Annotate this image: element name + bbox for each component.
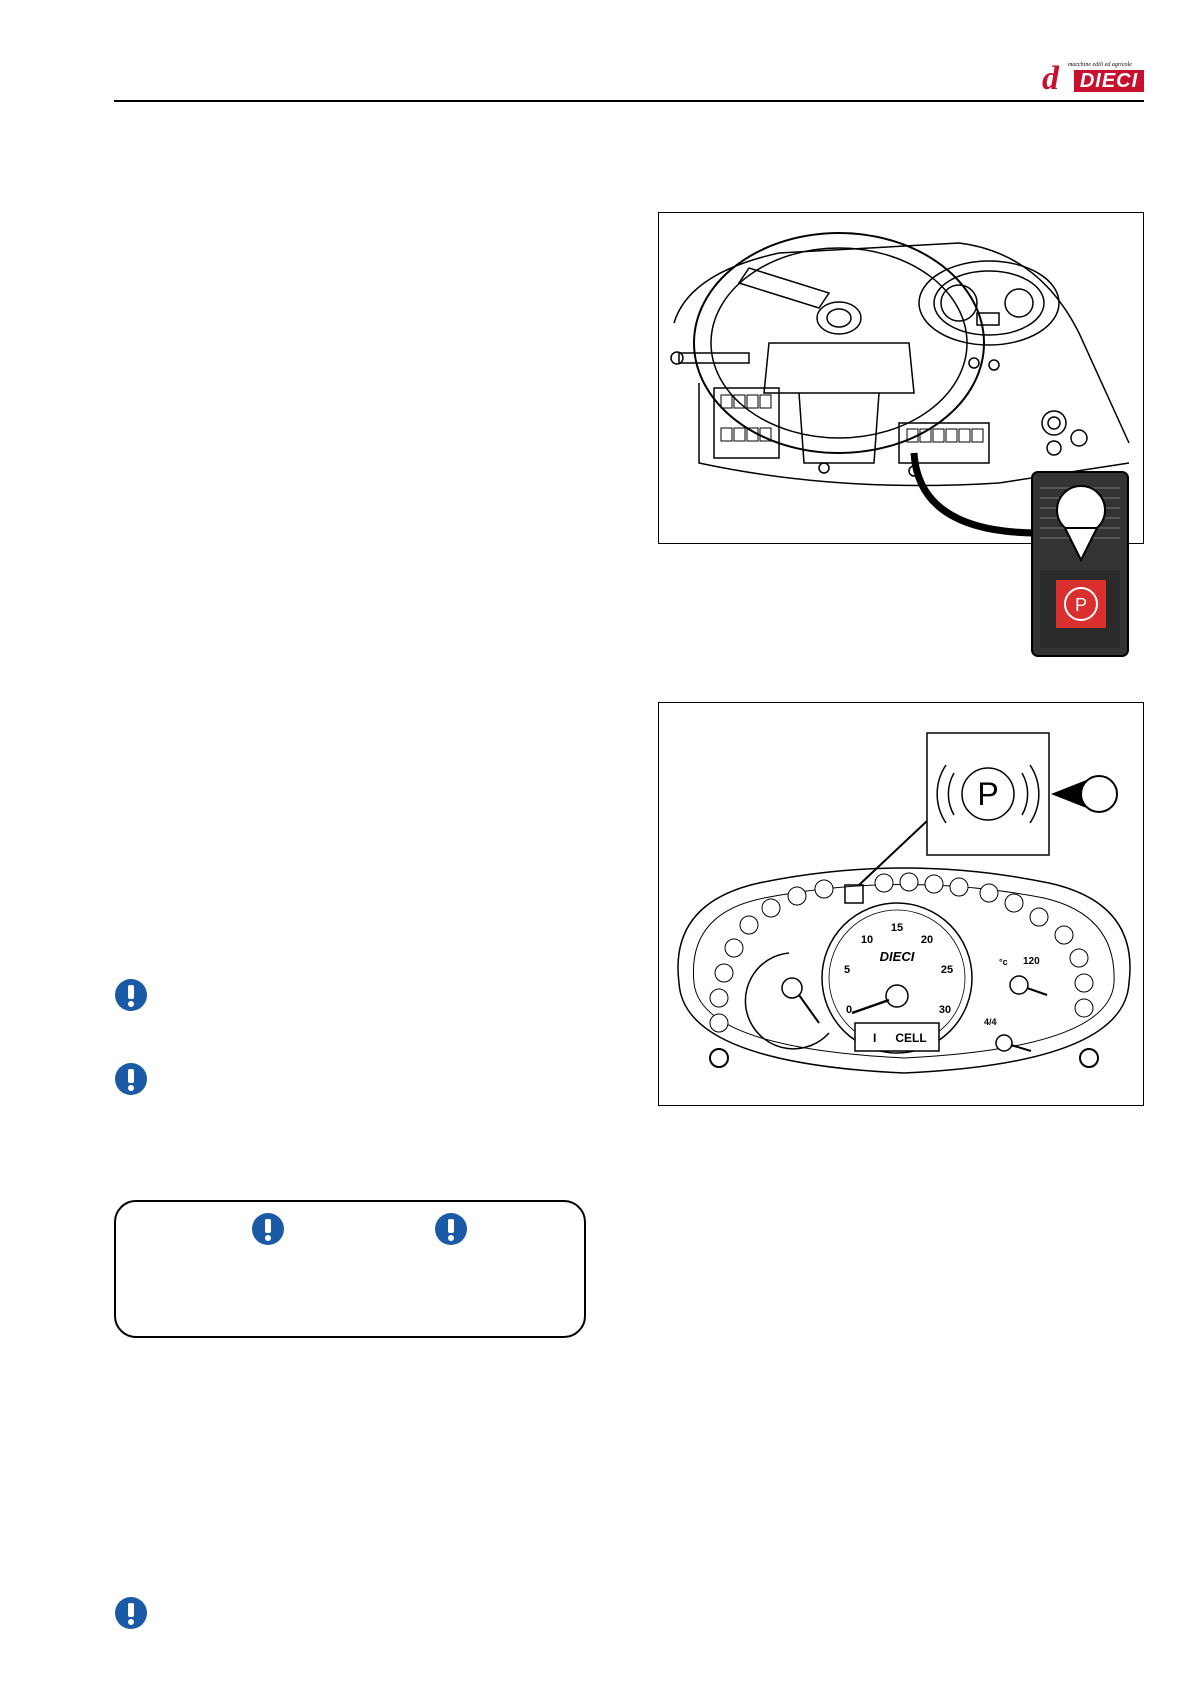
switch-p-symbol: P (1074, 595, 1088, 615)
speed-tick-15: 15 (890, 922, 904, 934)
speed-tick-20: 20 (920, 934, 934, 946)
speed-tick-5: 5 (843, 964, 851, 976)
temp-unit: °c (999, 957, 1008, 967)
info-exclamation-icon (251, 1212, 285, 1246)
info-exclamation-icon (114, 978, 148, 1012)
logo-wordmark: DIECI (1074, 70, 1144, 92)
parking-brake-switch (1030, 470, 1130, 658)
fuel-tick: 4/4 (984, 1017, 997, 1027)
header-rule (114, 100, 1144, 102)
display-prefix: I (873, 1031, 877, 1045)
instrument-cluster-illustration (659, 703, 1145, 1107)
warning-box (114, 1200, 586, 1338)
temp-tick: 120 (1023, 956, 1040, 967)
gauge-brand: DIECI (879, 949, 915, 964)
info-exclamation-icon (434, 1212, 468, 1246)
logo-tagline: macchine edili ed agricole (1068, 62, 1132, 68)
info-exclamation-icon (114, 1596, 148, 1630)
speed-tick-25: 25 (940, 964, 954, 976)
speed-tick-10: 10 (860, 934, 874, 946)
display-text: CELL (895, 1031, 927, 1045)
speed-tick-30: 30 (938, 1004, 952, 1016)
speed-tick-0: 0 (845, 1004, 853, 1016)
indicator-p-symbol: P (977, 776, 999, 812)
figure-instrument-cluster (658, 702, 1144, 1106)
logo-mark: d (1042, 60, 1059, 97)
info-exclamation-icon (114, 1062, 148, 1096)
